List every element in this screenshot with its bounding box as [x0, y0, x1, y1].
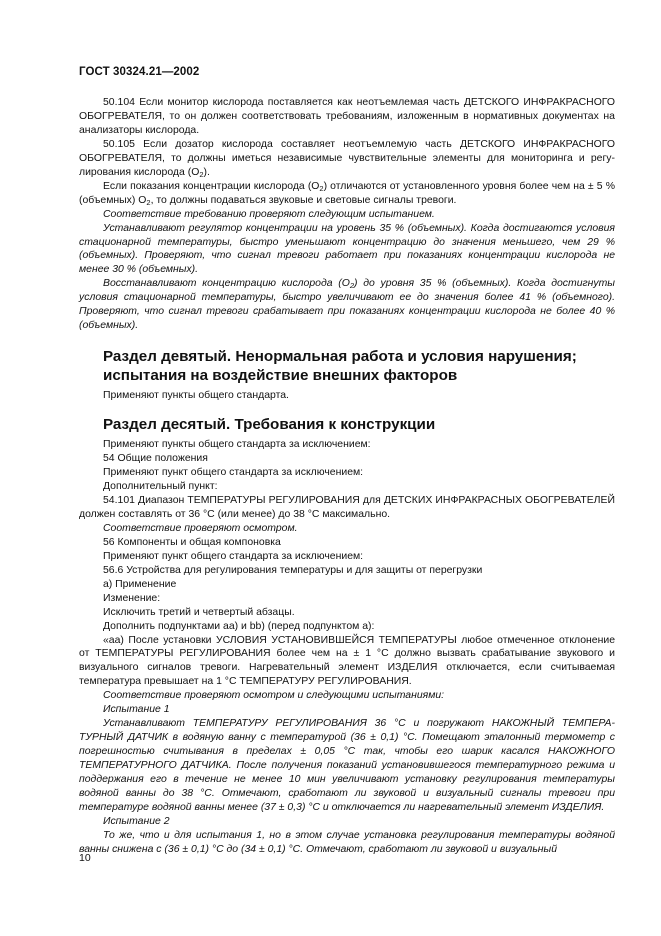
paragraph-56-apply: Применяют пункт общего стандарта за исключением:	[103, 550, 364, 562]
paragraph-54-101: 54.101 Диапазон ТЕМПЕРАТУРЫ РЕГУЛИРОВАНИЯ для ДЕТСКИХ ИНФРАКРАСНЫХ ОБОГРЕВАТЕЛЕЙ должен составлять от 36 °С (или менее) до 38 °С максимально.	[79, 494, 615, 520]
paragraph-54: 54 Общие положения	[103, 453, 208, 465]
paragraph-change: Изменение:	[103, 592, 161, 604]
paragraph-oxygen-deviation: Если показания концентрации кислорода $(O_2)$ отличаются от установленного уровня более чем на ± 5 % (объемных) $O_2$, то должны подаваться звуковые и световые сигналы тревоги.	[79, 180, 615, 207]
document-header: ГОСТ 30324.21—2002	[79, 66, 200, 78]
page-number: 10	[79, 852, 91, 864]
paragraph-54-apply: Применяют пункт общего стандарта за исключением:	[103, 467, 364, 479]
paragraph-test-2-body: То же, что и для испытания 1, но в этом случае установка регулирования температуры водяной ванны снижена с (36 ± 0,1) °С до (34 ± 0,1) °С. Отмечают, сработают ли звуковой и визуальный	[79, 829, 615, 855]
paragraph-compliance-test: Соответствие требованию проверяют следующим испытанием.	[103, 208, 435, 220]
section-9-title-line1: Раздел девятый. Ненормальная работа и условия нарушения;	[103, 348, 577, 366]
paragraph-test-1-title: Испытание 1	[103, 704, 170, 716]
document-body	[79, 96, 615, 857]
paragraph-50-104: 50.104 Если монитор кислорода поставляется как неотъемлемая часть ДЕТСКОГО ИНФРАКРАСНОГО ОБОГРЕВАТЕЛЯ, то он должен соответствовать требованиям, изложенным в нормативных документах на анализаторы кислорода.	[79, 97, 615, 136]
paragraph-test-procedure-1: Устанавливают регулятор концентрации на уровень 35 % (объемных). Когда достигаются условия стационарной температуры, быстро уменьшают концентрацию до значения меньшего, чем 29 % (объемных). Проверяют, что сигнал тревоги работает при показаниях концентрации кислорода не менее 30 % (объемных).	[79, 222, 615, 276]
paragraph-aa: «аа) После установки УСЛОВИЯ УСТАНОВИВШЕЙСЯ ТЕМПЕРАТУРЫ любое отмеченное отклонение от ТЕМПЕРАТУРЫ РЕГУЛИРОВАНИЯ более чем на ± 1 °С должно вызвать срабатывание звукового и визуального сигналов тревоги. Нагревательный элемент ИЗДЕЛИЯ отключается, если считываемая температура превышает на 1 °С ТЕМПЕРАТУРУ РЕГУЛИРОВАНИЯ.	[79, 634, 615, 688]
paragraph-compliance-tests: Соответствие проверяют осмотром и следующими испытаниями:	[103, 690, 445, 702]
paragraph-compliance-inspection: Соответствие проверяют осмотром.	[103, 522, 298, 534]
paragraph-section9-apply: Применяют пункты общего стандарта.	[103, 390, 289, 402]
paragraph-section10-apply: Применяют пункты общего стандарта за исключением:	[103, 439, 371, 451]
paragraph-additional: Дополнительный пункт:	[103, 481, 218, 493]
section-10-title: Раздел десятый. Требования к конструкции	[103, 416, 436, 434]
paragraph-test-2-title: Испытание 2	[103, 815, 170, 827]
paragraph-test-procedure-2: Восстанавливают концентрацию кислорода $(O_2)$ до уровня 35 % (объемных). Когда достигнуты условия стационарной температуры, быстро увеличивают ее до значения более 41 % (объемного). Проверяют, что сигнал тревоги срабатывает при показаниях концентрации кислорода не более 40 % (объемных).	[79, 278, 615, 332]
paragraph-test-1-body: Устанавливают ТЕМПЕРАТУРУ РЕГУЛИРОВАНИЯ 36 °С и погружают НАКОЖНЫЙ ТЕМПЕРАТУРНЫЙ ДАТЧИК в водяную ванну с температурой (36 ± 0,1) °С. Помещают эталонный термометр с погрешностью считывания в пределах ± 0,05 °С так, чтобы его шарик касался НАКОЖНОГО ТЕМПЕРАТУРНОГО ДАТЧИКА. После получения показаний установившегося температурного режима и поддержания его в течение не менее 10 мин увеличивают установку регулирования температуры водяной ванны до 38 °С. Отмечают, сработают ли звуковой и визуальный сигналы тревоги при температуре водяной ванны менее (37 ± 0,3) °С и отключается ли нагревательный элемент ИЗДЕЛИЯ.	[79, 718, 615, 813]
paragraph-56-6: 56.6 Устройства для регулирования температуры и для защиты от перегрузки	[103, 564, 483, 576]
section-9-title-line2: испытания на воздействие внешних факторов	[103, 367, 458, 385]
paragraph-56: 56 Компоненты и общая компоновка	[103, 536, 281, 548]
paragraph-supplement: Дополнить подпунктами аа) и bb) (перед подпунктом а):	[103, 620, 375, 632]
paragraph-application: а) Применение	[103, 578, 177, 590]
paragraph-exclude: Исключить третий и четвертый абзацы.	[103, 606, 295, 618]
paragraph-50-105: 50.105 Если дозатор кислорода составляет неотъемлемую часть ДЕТСКОГО ИНФРАКРАСНОГО ОБОГРЕВАТЕЛЯ, то должны иметься независимые чувствительные элементы для мониторинга и регулирования кислорода $(O_2)$.	[79, 138, 615, 179]
